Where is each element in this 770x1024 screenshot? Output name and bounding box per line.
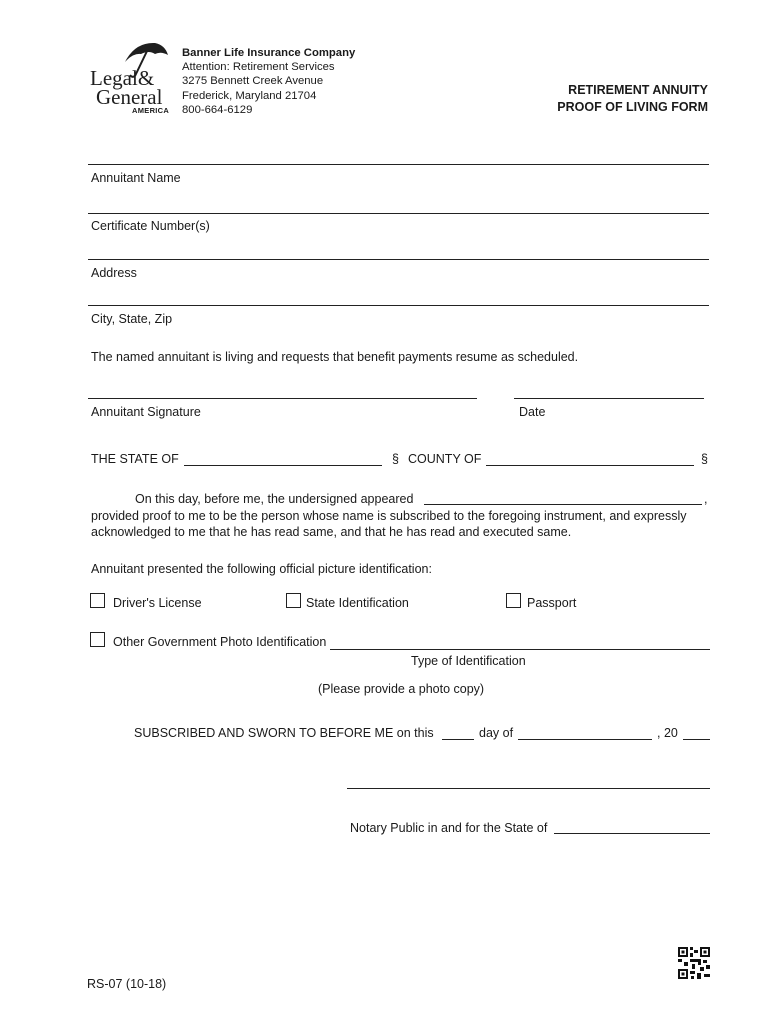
living-statement: The named annuitant is living and requests that benefit payments resume as scheduled. xyxy=(91,350,579,364)
state-of-label: THE STATE OF xyxy=(91,452,179,466)
section-symbol-county: § xyxy=(701,452,708,466)
logo-region: AMERICA xyxy=(132,106,170,115)
photo-copy-note: (Please provide a photo copy) xyxy=(318,682,485,696)
company-city-state: Frederick, Maryland 21704 xyxy=(182,89,317,102)
appeared-name-line[interactable] xyxy=(424,504,702,505)
other-id-checkbox[interactable] xyxy=(90,632,105,647)
affidavit-comma: , xyxy=(704,492,708,506)
annuitant-signature-line[interactable] xyxy=(88,398,477,399)
annuitant-name-line[interactable] xyxy=(88,164,709,165)
section-symbol-state: § xyxy=(392,452,399,466)
company-street: 3275 Bennett Creek Avenue xyxy=(182,75,324,88)
address-label: Address xyxy=(91,266,137,280)
passport-checkbox[interactable] xyxy=(506,593,521,608)
form-title-line2: PROOF OF LIVING FORM xyxy=(557,100,708,114)
company-attention: Attention: Retirement Services xyxy=(182,61,335,74)
identification-intro: Annuitant presented the following official picture identification: xyxy=(91,562,432,576)
company-logo xyxy=(88,40,174,116)
qr-code-icon xyxy=(678,947,710,979)
company-name: Banner Life Insurance Company xyxy=(182,47,356,59)
sworn-month-line[interactable] xyxy=(518,739,652,740)
county-of-label: COUNTY OF xyxy=(408,452,482,466)
other-id-label: Other Government Photo Identification xyxy=(113,635,327,649)
notary-signature-line[interactable] xyxy=(347,788,710,789)
logo-word-legal: Legal xyxy=(90,66,138,90)
date-line[interactable] xyxy=(514,398,704,399)
passport-label: Passport xyxy=(527,596,577,610)
annuitant-signature-label: Annuitant Signature xyxy=(91,405,201,419)
drivers-license-label: Driver's License xyxy=(113,596,202,610)
logo-word-general: General xyxy=(96,85,163,109)
city-state-zip-line[interactable] xyxy=(88,305,709,306)
city-state-zip-label: City, State, Zip xyxy=(91,312,173,326)
notary-state-line[interactable] xyxy=(554,833,710,834)
form-title-line1: RETIREMENT ANNUITY xyxy=(568,83,708,97)
affidavit-line3: acknowledged to me that he has read same, and that he has read and executed same. xyxy=(91,525,572,539)
other-id-type-line[interactable] xyxy=(330,649,710,650)
state-identification-checkbox[interactable] xyxy=(286,593,301,608)
address-line[interactable] xyxy=(88,259,709,260)
certificate-numbers-line[interactable] xyxy=(88,213,709,214)
company-address-block xyxy=(182,46,355,117)
company-phone: 800-664-6129 xyxy=(182,103,253,116)
sworn-day-of-label: day of xyxy=(479,726,514,740)
form-title xyxy=(557,82,708,116)
type-of-identification-caption: Type of Identification xyxy=(411,654,526,668)
sworn-statement: SUBSCRIBED AND SWORN TO BEFORE ME on this xyxy=(134,726,434,740)
affidavit-line2: provided proof to me to be the person whose name is subscribed to the foregoing instrument, and expressly xyxy=(91,509,687,523)
state-identification-label: State Identification xyxy=(306,596,409,610)
affidavit-line1: On this day, before me, the undersigned appeared xyxy=(135,492,414,506)
sworn-year-line[interactable] xyxy=(683,739,710,740)
certificate-numbers-label: Certificate Number(s) xyxy=(91,219,210,233)
annuitant-name-label: Annuitant Name xyxy=(91,171,181,185)
form-code: RS-07 (10-18) xyxy=(87,977,167,991)
sworn-day-line[interactable] xyxy=(442,739,474,740)
county-of-line[interactable] xyxy=(486,465,694,466)
logo-ampersand: & xyxy=(137,66,155,90)
sworn-year-prefix: , 20 xyxy=(657,726,678,740)
drivers-license-checkbox[interactable] xyxy=(90,593,105,608)
state-of-line[interactable] xyxy=(184,465,382,466)
notary-label: Notary Public in and for the State of xyxy=(350,821,548,835)
date-label: Date xyxy=(519,405,546,419)
